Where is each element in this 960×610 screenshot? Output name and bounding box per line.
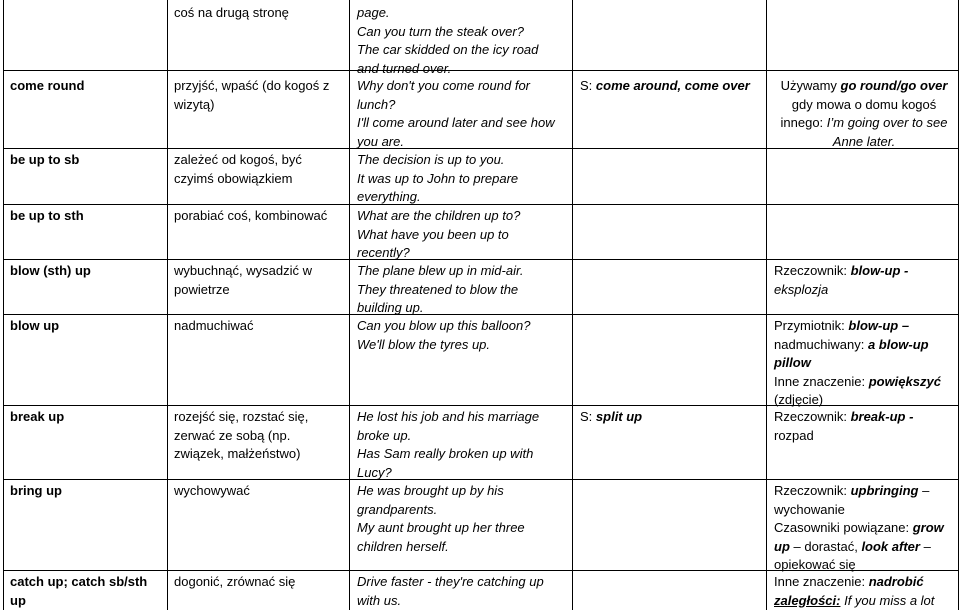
table-border xyxy=(3,0,4,610)
term-cell: be up to sb xyxy=(10,152,80,167)
term-cell: come round xyxy=(10,78,85,93)
note-cell: Rzeczownik: break-up - rozpad xyxy=(774,409,914,443)
translation-cell: porabiać coś, kombinować xyxy=(174,208,328,223)
examples-cell: Can you blow up this balloon? We'll blow the tyres up. xyxy=(357,318,531,352)
translation-cell: nadmuchiwać xyxy=(174,318,254,333)
note-cell: Rzeczownik: upbringing – wychowanie Czasowniki powiązane: grow up – dorastać, look after – opiekować się xyxy=(774,483,944,572)
column-divider xyxy=(349,0,350,610)
column-divider xyxy=(766,0,767,610)
translation-cell: coś na drugą stronę xyxy=(174,5,289,20)
translation-cell: wychowywać xyxy=(174,483,250,498)
translation-cell: rozejść się, rozstać się, zerwać ze sobą (np. związek, małżeństwo) xyxy=(174,409,309,461)
synonym-cell: S: come around, come over xyxy=(580,78,750,93)
term-cell: break up xyxy=(10,409,65,424)
term-cell: be up to sth xyxy=(10,208,84,223)
term-cell: blow (sth) up xyxy=(10,263,91,278)
term-cell: catch up; catch sb/sth up xyxy=(10,574,148,608)
translation-cell: zależeć od kogoś, być czyimś obowiązkiem xyxy=(174,152,302,186)
examples-cell: He lost his job and his marriage broke up. Has Sam really broken up with Lucy? xyxy=(357,409,540,480)
note-cell: Używamy go round/go over gdy mowa o domu kogoś innego: I’m going over to see Anne later. xyxy=(780,78,948,149)
term-cell: bring up xyxy=(10,483,62,498)
examples-cell: He was brought up by his grandparents. My aunt brought up her three children herself. xyxy=(357,483,525,554)
table-border xyxy=(958,0,959,610)
examples-cell: The decision is up to you. It was up to John to prepare everything. xyxy=(357,152,519,204)
synonym-cell: S: split up xyxy=(580,409,643,424)
note-cell: Przymiotnik: blow-up – nadmuchiwany: a blow-up pillow Inne znaczenie: powiększyć (zdjęcie) xyxy=(774,318,941,407)
examples-cell: What are the children up to? What have you been up to recently? xyxy=(357,208,521,260)
column-divider xyxy=(572,0,573,610)
translation-cell: wybuchnąć, wysadzić w powietrze xyxy=(174,263,312,297)
examples-cell: page. Can you turn the steak over? The car skidded on the icy road and turned over. xyxy=(357,5,539,76)
translation-cell: dogonić, zrównać się xyxy=(174,574,296,589)
examples-cell: The plane blew up in mid-air. They threatened to blow the building up. xyxy=(357,263,524,315)
translation-cell: przyjść, wpaść (do kogoś z wizytą) xyxy=(174,78,330,112)
examples-cell: Why don't you come round for lunch? I'll come around later and see how you are. xyxy=(357,78,555,149)
note-cell: Inne znaczenie: nadrobić zaległości: If you miss a lot xyxy=(774,574,935,608)
examples-cell: Drive faster - they're catching up with us. xyxy=(357,574,544,608)
note-cell: Rzeczownik: blow-up - eksplozja xyxy=(774,263,909,297)
term-cell: blow up xyxy=(10,318,60,333)
column-divider xyxy=(167,0,168,610)
